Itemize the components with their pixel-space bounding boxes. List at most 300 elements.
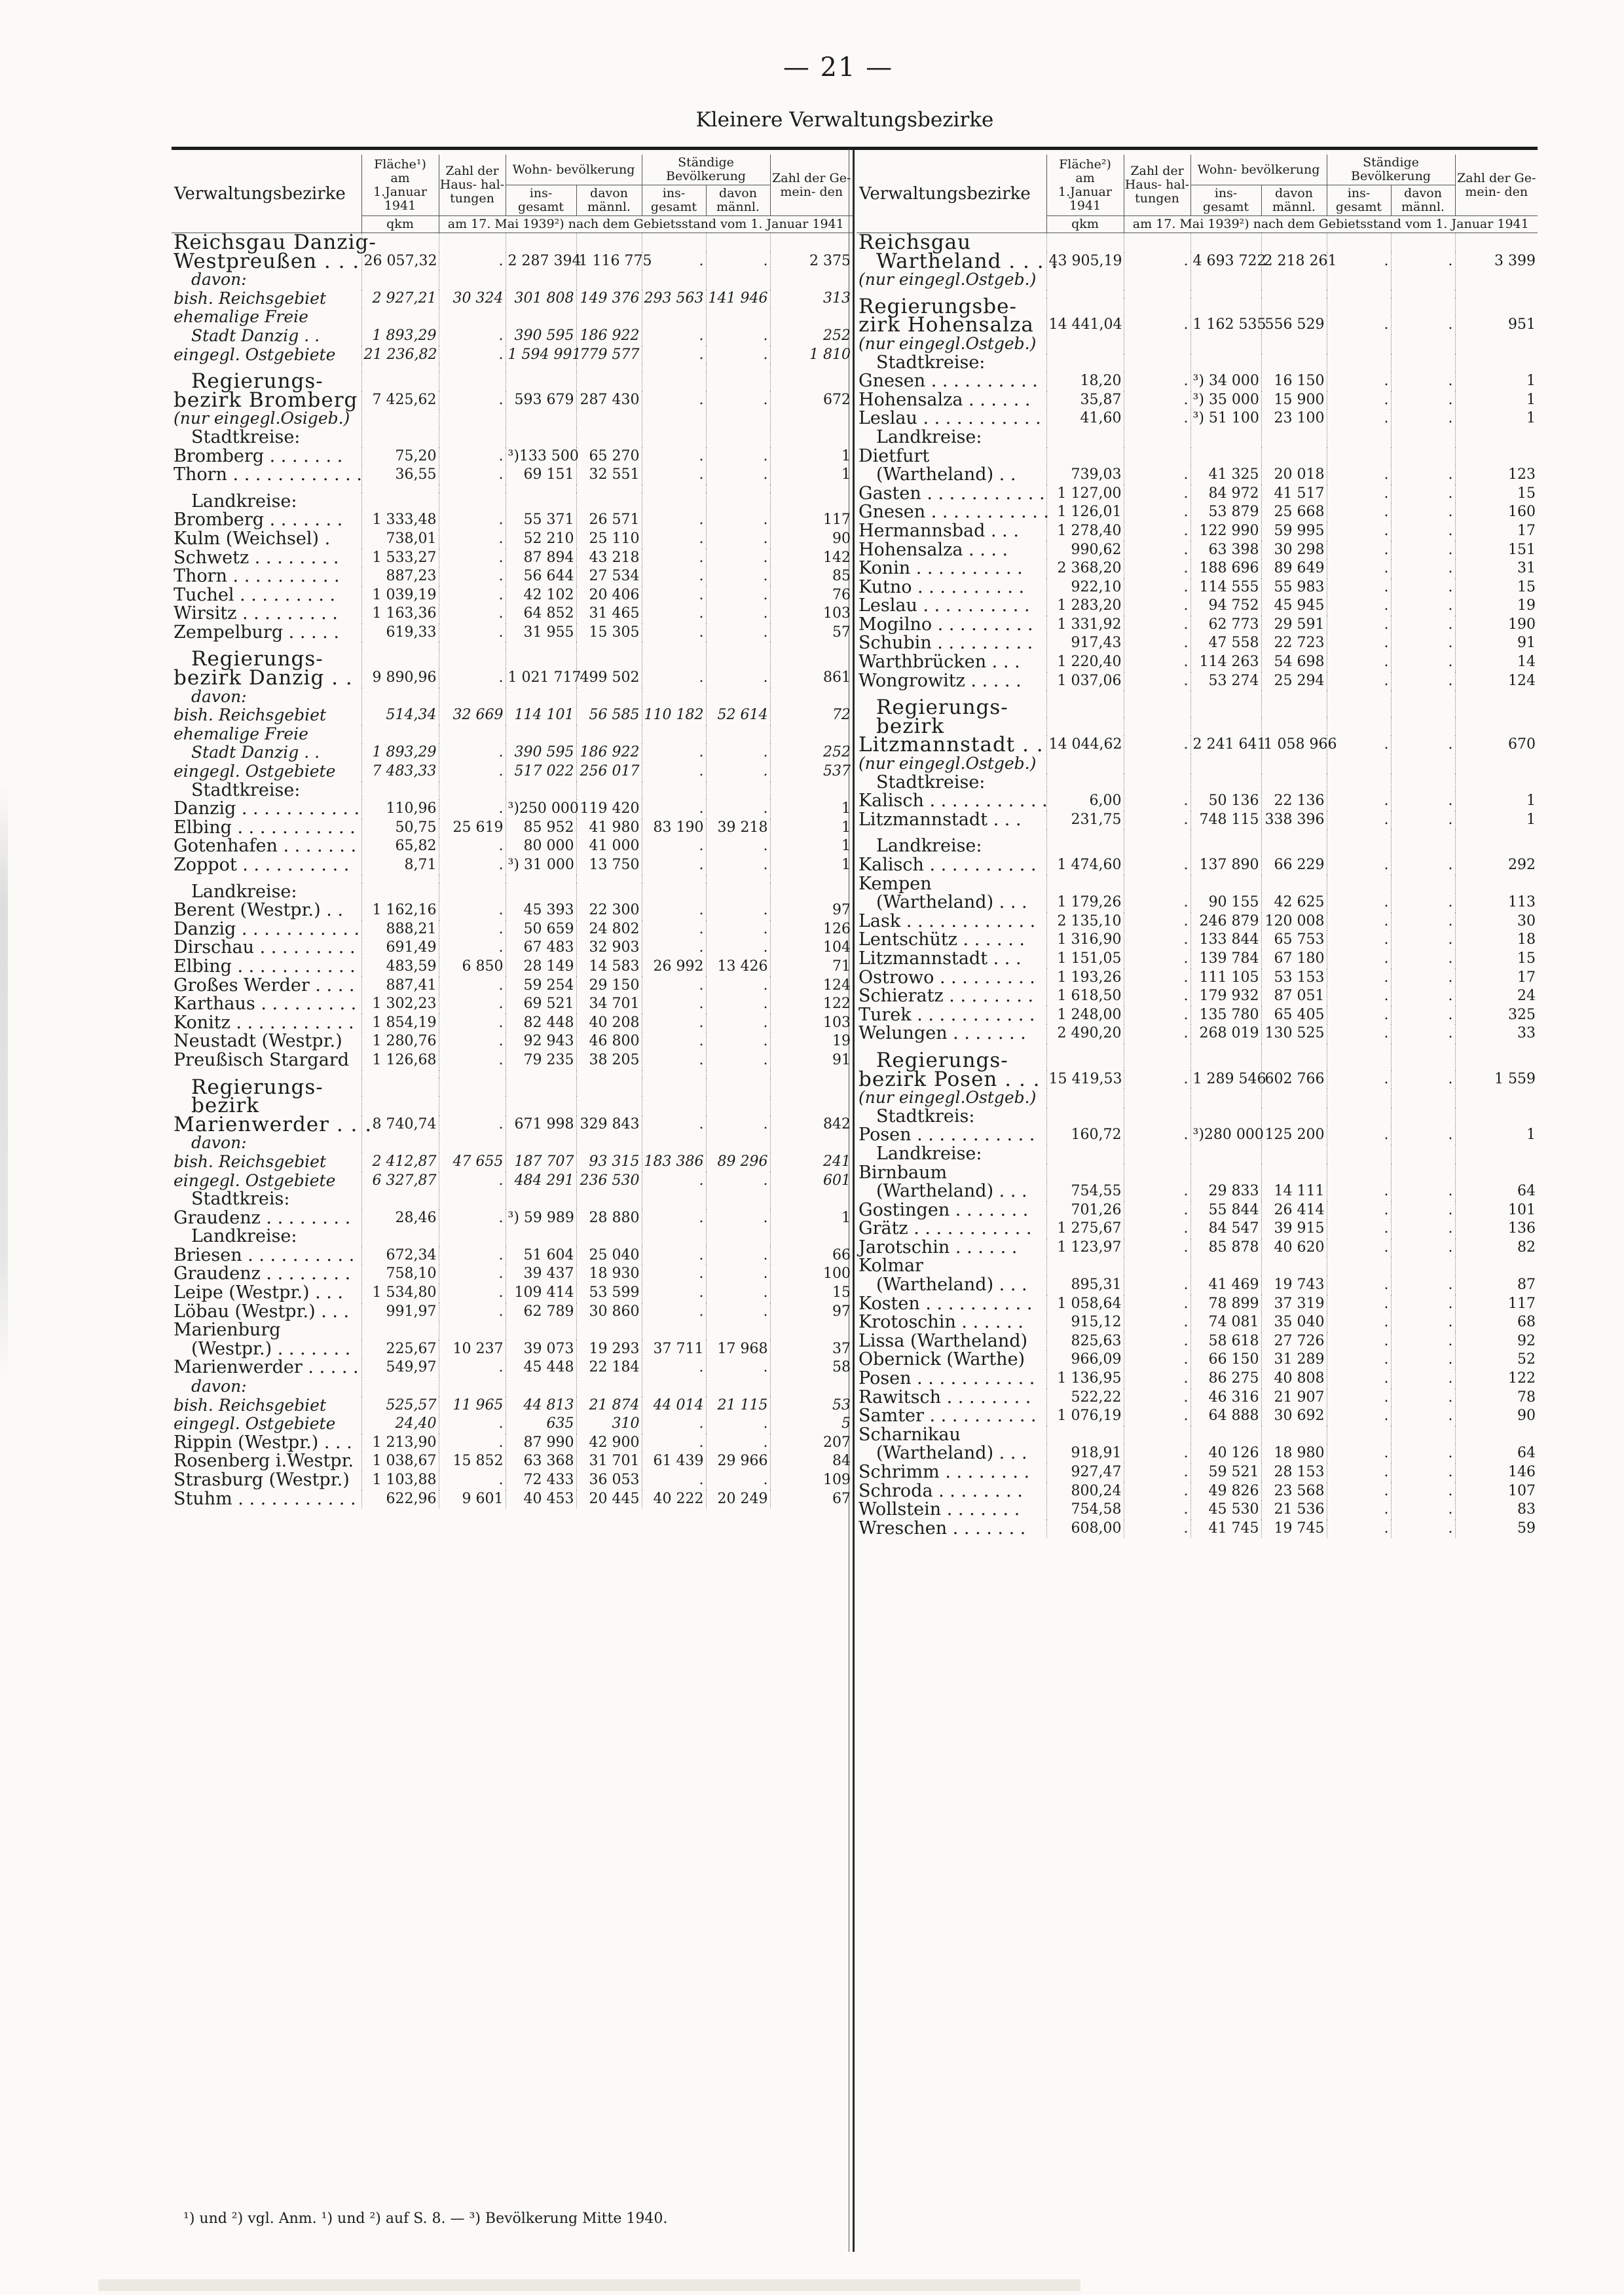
cell-wohn-total: 188 696 xyxy=(1190,559,1261,578)
cell-households: . xyxy=(439,939,506,958)
cell-staendig-male: . xyxy=(706,995,770,1014)
cell-staendig-male: . xyxy=(1391,391,1455,410)
cell-wohn-total xyxy=(506,1096,576,1115)
cell-wohn-total: 179 932 xyxy=(1190,987,1261,1006)
cell-households: . xyxy=(439,1172,506,1191)
cell-area: 1 126,68 xyxy=(361,1051,439,1070)
cell-wohn-total: 390 595 xyxy=(506,743,576,762)
cell-area: 922,10 xyxy=(1046,578,1124,597)
cell-name: Briesen . . . . . . . . . . xyxy=(172,1246,361,1265)
cell-area: 672,34 xyxy=(361,1246,439,1265)
cell-wohn-total: 62 789 xyxy=(506,1303,576,1322)
table-row xyxy=(172,1303,853,1322)
cell-households xyxy=(439,493,506,512)
cell-area: 75,20 xyxy=(361,447,439,466)
cell-households: . xyxy=(439,1303,506,1322)
cell-staendig-male: . xyxy=(706,567,770,586)
cell-wohn-male xyxy=(576,642,642,650)
cell-households: . xyxy=(439,1265,506,1284)
cell-staendig-total xyxy=(1327,1257,1391,1276)
cell-wohn-total: 47 558 xyxy=(1190,634,1261,653)
table-row xyxy=(857,1201,1538,1220)
cell-area: 691,49 xyxy=(361,939,439,958)
cell-staendig-male: . xyxy=(706,327,770,346)
table-row xyxy=(172,252,853,271)
table-row xyxy=(857,541,1538,560)
cell-area: 1 127,00 xyxy=(1046,485,1124,504)
cell-staendig-male: . xyxy=(1391,672,1455,691)
cell-staendig-total xyxy=(642,1227,706,1246)
header-staendig: Ständige Bevölkerung xyxy=(1327,155,1455,185)
table-row xyxy=(172,800,853,819)
cell-name: Regierungsbe- xyxy=(857,297,1046,316)
cell-name: (nur eingegl.Ostgeb.) xyxy=(857,335,1046,354)
cell-name: Reichsgau Danzig- xyxy=(172,233,361,252)
cell-wohn-total xyxy=(1190,271,1261,289)
cell-wohn-total xyxy=(506,428,576,447)
cell-staendig-male: . xyxy=(706,939,770,958)
cell-wohn-male: 499 502 xyxy=(576,669,642,688)
cell-name: Warthbrücken . . . xyxy=(857,653,1046,672)
cell-staendig-male: . xyxy=(1391,1201,1455,1220)
cell-wohn-male xyxy=(1261,1043,1327,1051)
cell-staendig-male xyxy=(1391,837,1455,856)
cell-name: Regierungs- xyxy=(172,650,361,669)
table-row xyxy=(172,1209,853,1228)
cell-wohn-male: 40 620 xyxy=(1261,1239,1327,1258)
cell-households xyxy=(439,650,506,669)
cell-area: 1 280,76 xyxy=(361,1032,439,1051)
cell-wohn-total xyxy=(1190,1426,1261,1445)
cell-staendig-male: . xyxy=(706,800,770,819)
cell-wohn-male: 67 180 xyxy=(1261,950,1327,969)
cell-staendig-male: . xyxy=(1391,987,1455,1006)
cell-staendig-total: . xyxy=(1327,1295,1391,1314)
cell-wohn-total xyxy=(506,485,576,493)
cell-households xyxy=(439,1227,506,1246)
cell-wohn-total: ³) 31 000 xyxy=(506,856,576,875)
cell-wohn-male: 30 860 xyxy=(576,1303,642,1322)
cell-gemeinden: 15 xyxy=(1517,578,1536,595)
cell-area: 895,31 xyxy=(1046,1276,1124,1295)
cell-households xyxy=(439,1078,506,1097)
cell-staendig-male xyxy=(706,1227,770,1246)
cell-name: Regierungs- xyxy=(172,1078,361,1097)
cell-name: Leslau . . . . . . . . . . xyxy=(857,597,1046,616)
cell-wohn-total xyxy=(1190,297,1261,316)
cell-staendig-male: 21 115 xyxy=(706,1396,770,1415)
cell-name: Mogilno . . . . . . . . . xyxy=(857,616,1046,635)
cell-households: . xyxy=(1124,1389,1190,1408)
cell-staendig-total: . xyxy=(642,391,706,410)
table-row xyxy=(857,969,1538,988)
cell-wohn-total xyxy=(506,409,576,428)
cell-name: eingegl. Ostgebiete xyxy=(172,1172,361,1191)
cell-households: . xyxy=(439,252,506,271)
cell-staendig-male xyxy=(706,1190,770,1209)
cell-staendig-total xyxy=(642,781,706,800)
cell-staendig-total: . xyxy=(642,920,706,939)
cell-staendig-male: . xyxy=(706,252,770,271)
cell-households: . xyxy=(1124,1220,1190,1239)
cell-wohn-total xyxy=(1190,1043,1261,1051)
cell-wohn-male xyxy=(576,233,642,252)
cell-staendig-male xyxy=(706,1134,770,1153)
cell-wohn-total: 78 899 xyxy=(1190,1295,1261,1314)
cell-staendig-total: . xyxy=(642,1246,706,1265)
cell-households: . xyxy=(439,466,506,485)
cell-gemeinden: 670 xyxy=(1508,736,1536,753)
cell-wohn-total xyxy=(506,1321,576,1340)
cell-wohn-male: 40 208 xyxy=(576,1014,642,1033)
cell-staendig-male xyxy=(1391,1257,1455,1276)
cell-households: 47 655 xyxy=(439,1153,506,1172)
cell-name: Regierungs- xyxy=(172,372,361,391)
cell-name: Jarotschin . . . . . . xyxy=(857,1239,1046,1258)
cell-area: 1 103,88 xyxy=(361,1471,439,1490)
table-row xyxy=(172,493,853,512)
cell-households: . xyxy=(1124,792,1190,811)
table-row xyxy=(857,1407,1538,1426)
cell-staendig-male xyxy=(706,781,770,800)
cell-wohn-male xyxy=(1261,774,1327,793)
cell-wohn-total: 80 000 xyxy=(506,837,576,856)
cell-households xyxy=(1124,428,1190,447)
cell-wohn-total: 66 150 xyxy=(1190,1351,1261,1370)
cell-area: 739,03 xyxy=(1046,466,1124,485)
table-row xyxy=(172,725,853,744)
cell-area: 7 483,33 xyxy=(361,762,439,781)
cell-wohn-male: 53 153 xyxy=(1261,969,1327,988)
cell-wohn-male xyxy=(576,650,642,669)
cell-name: Lissa (Wartheland) xyxy=(857,1332,1046,1351)
cell-staendig-total: . xyxy=(1327,1006,1391,1025)
cell-staendig-male: . xyxy=(1391,466,1455,485)
cell-staendig-total: . xyxy=(642,1032,706,1051)
table-row xyxy=(172,428,853,447)
cell-staendig-total: . xyxy=(1327,856,1391,875)
cell-wohn-total: 135 780 xyxy=(1190,1006,1261,1025)
cell-staendig-total xyxy=(1327,875,1391,894)
cell-households: . xyxy=(439,762,506,781)
cell-wohn-male: 40 808 xyxy=(1261,1370,1327,1389)
cell-wohn-male xyxy=(1261,690,1327,698)
cell-area: 918,91 xyxy=(1046,1444,1124,1463)
cell-wohn-total: 82 448 xyxy=(506,1014,576,1033)
cell-name: Elbing . . . . . . . . . . . xyxy=(172,958,361,977)
cell-wohn-male: 1 058 966 xyxy=(1261,736,1327,755)
cell-wohn-male: 125 200 xyxy=(1261,1126,1327,1145)
cell-staendig-total: . xyxy=(1327,931,1391,950)
cell-area: 1 534,80 xyxy=(361,1284,439,1303)
cell-name: Lask . . . . . . . . . . . . xyxy=(857,912,1046,931)
cell-name: Stadt Danzig . . xyxy=(172,743,361,762)
cell-households xyxy=(439,883,506,902)
cell-name: Danzig . . . . . . . . . . . xyxy=(172,800,361,819)
cell-households xyxy=(1124,1145,1190,1164)
table-row xyxy=(172,1340,853,1359)
cell-gemeinden: 313 xyxy=(823,289,851,307)
cell-area: 1 037,06 xyxy=(1046,672,1124,691)
cell-gemeinden: 15 xyxy=(1517,950,1536,967)
cell-staendig-male xyxy=(1391,1043,1455,1051)
cell-wohn-total: 268 019 xyxy=(1190,1024,1261,1043)
cell-staendig-total: . xyxy=(1327,466,1391,485)
cell-wohn-male: 41 000 xyxy=(576,837,642,856)
cell-households: . xyxy=(1124,987,1190,1006)
table-row xyxy=(172,743,853,762)
cell-staendig-total xyxy=(642,409,706,428)
cell-wohn-male: 65 270 xyxy=(576,447,642,466)
cell-staendig-total xyxy=(642,642,706,650)
cell-households xyxy=(1124,690,1190,698)
cell-households: . xyxy=(439,743,506,762)
cell-households xyxy=(1124,271,1190,289)
cell-staendig-total: . xyxy=(1327,597,1391,616)
cell-staendig-male xyxy=(1391,447,1455,466)
cell-staendig-male: . xyxy=(706,856,770,875)
cell-wohn-total xyxy=(506,1190,576,1209)
cell-households: . xyxy=(1124,503,1190,522)
cell-name: Rawitsch . . . . . . . . xyxy=(857,1389,1046,1408)
cell-name: (nur eingegl.Ostgeb.) xyxy=(857,271,1046,289)
cell-wohn-total: 67 483 xyxy=(506,939,576,958)
cell-staendig-male xyxy=(706,642,770,650)
cell-households: 15 852 xyxy=(439,1452,506,1471)
cell-staendig-total: . xyxy=(1327,1482,1391,1501)
table-row xyxy=(172,1227,853,1246)
cell-households: . xyxy=(439,920,506,939)
table-row xyxy=(172,1153,853,1172)
cell-households: . xyxy=(1124,736,1190,755)
cell-wohn-male: 42 625 xyxy=(1261,893,1327,912)
cell-gemeinden xyxy=(1455,717,1538,736)
cell-households xyxy=(1124,289,1190,297)
cell-name: Kulm (Weichsel) . xyxy=(172,530,361,549)
cell-name: Marienwerder . . . xyxy=(172,1115,361,1134)
cell-staendig-total: . xyxy=(1327,1407,1391,1426)
cell-staendig-male: 52 614 xyxy=(706,706,770,725)
cell-wohn-male: 56 585 xyxy=(576,706,642,725)
cell-staendig-male xyxy=(1391,829,1455,837)
cell-households: 11 965 xyxy=(439,1396,506,1415)
cell-wohn-male xyxy=(576,688,642,707)
cell-area xyxy=(361,409,439,428)
cell-wohn-total xyxy=(1190,1257,1261,1276)
cell-staendig-total: . xyxy=(1327,653,1391,672)
cell-gemeinden xyxy=(770,493,853,512)
cell-staendig-male: 17 968 xyxy=(706,1340,770,1359)
cell-wohn-total xyxy=(506,725,576,744)
cell-wohn-total xyxy=(1190,289,1261,297)
cell-households: . xyxy=(439,511,506,530)
cell-wohn-total: 2 287 394 xyxy=(506,252,576,271)
cell-area: 917,43 xyxy=(1046,634,1124,653)
cell-gemeinden: 30 xyxy=(1517,912,1536,929)
cell-area: 65,82 xyxy=(361,837,439,856)
cell-wohn-male: 329 843 xyxy=(576,1115,642,1134)
table-row xyxy=(857,597,1538,616)
cell-wohn-total xyxy=(506,1377,576,1396)
cell-staendig-total: 37 711 xyxy=(642,1340,706,1359)
header-households: Zahl der Haus- hal- tungen xyxy=(1124,155,1190,216)
table-row xyxy=(857,466,1538,485)
cell-staendig-male: . xyxy=(706,1115,770,1134)
cell-name: Litzmannstadt . . . xyxy=(857,811,1046,830)
cell-staendig-total: . xyxy=(1327,1501,1391,1520)
table-row xyxy=(172,1115,853,1134)
table-row xyxy=(172,920,853,939)
table-row xyxy=(172,1396,853,1415)
table-row xyxy=(172,308,853,327)
cell-households: . xyxy=(439,1284,506,1303)
cell-gemeinden: 861 xyxy=(823,669,851,686)
cell-gemeinden xyxy=(1455,1051,1538,1070)
cell-name: davon: xyxy=(172,1134,361,1153)
cell-gemeinden xyxy=(770,650,853,669)
cell-area: 9 890,96 xyxy=(361,669,439,688)
cell-wohn-total: 56 644 xyxy=(506,567,576,586)
cell-wohn-male: 87 051 xyxy=(1261,987,1327,1006)
cell-staendig-male: . xyxy=(706,1358,770,1377)
cell-gemeinden xyxy=(1455,297,1538,316)
cell-staendig-male: . xyxy=(706,1172,770,1191)
header-staendig-insgesamt: ins- gesamt xyxy=(1327,185,1391,216)
cell-name: Löbau (Westpr.) . . . xyxy=(172,1303,361,1322)
cell-wohn-male: 43 218 xyxy=(576,549,642,568)
cell-staendig-total xyxy=(1327,354,1391,373)
table-row xyxy=(857,774,1538,793)
cell-staendig-total: . xyxy=(1327,634,1391,653)
cell-staendig-total xyxy=(642,364,706,372)
table-row xyxy=(857,335,1538,354)
cell-name: Lentschütz . . . . . . xyxy=(857,931,1046,950)
cell-area: 2 368,20 xyxy=(1046,559,1124,578)
cell-name: Stadtkreise: xyxy=(857,774,1046,793)
cell-wohn-male xyxy=(1261,1108,1327,1127)
table-row xyxy=(172,1490,853,1509)
cell-name: Bromberg . . . . . . . xyxy=(172,447,361,466)
cell-households xyxy=(1124,1257,1190,1276)
cell-households: . xyxy=(439,447,506,466)
table-row xyxy=(172,605,853,624)
cell-wohn-male: 30 298 xyxy=(1261,541,1327,560)
cell-name: Landkreise: xyxy=(172,1227,361,1246)
cell-name: Dietfurt xyxy=(857,447,1046,466)
cell-staendig-total: . xyxy=(642,567,706,586)
table-row xyxy=(172,447,853,466)
cell-wohn-total: 41 469 xyxy=(1190,1276,1261,1295)
cell-households: . xyxy=(439,800,506,819)
cell-households: . xyxy=(1124,541,1190,560)
cell-households xyxy=(439,642,506,650)
cell-wohn-total: 246 879 xyxy=(1190,912,1261,931)
cell-name: Konitz . . . . . . . . . . . xyxy=(172,1014,361,1033)
cell-gemeinden: 5 xyxy=(841,1415,851,1432)
cell-households: . xyxy=(1124,1332,1190,1351)
cell-households: . xyxy=(439,586,506,605)
cell-gemeinden xyxy=(1455,428,1538,447)
table-row xyxy=(172,1246,853,1265)
cell-wohn-total: 301 808 xyxy=(506,289,576,308)
cell-staendig-total: . xyxy=(642,977,706,996)
cell-name: Wollstein . . . . . . . xyxy=(857,1501,1046,1520)
cell-name: Obernick (Warthe) xyxy=(857,1351,1046,1370)
cell-staendig-total: . xyxy=(1327,950,1391,969)
cell-gemeinden: 58 xyxy=(832,1359,851,1376)
table-row xyxy=(172,1415,853,1434)
cell-area: 990,62 xyxy=(1046,541,1124,560)
cell-households: . xyxy=(1124,893,1190,912)
cell-staendig-total: . xyxy=(1327,811,1391,830)
cell-wohn-male: 22 184 xyxy=(576,1358,642,1377)
cell-staendig-total: . xyxy=(1327,969,1391,988)
cell-gemeinden: 78 xyxy=(1517,1389,1536,1406)
cell-gemeinden: 33 xyxy=(1517,1025,1536,1042)
cell-wohn-total: 40 453 xyxy=(506,1490,576,1509)
cell-area: 21 236,82 xyxy=(361,346,439,365)
table-row xyxy=(857,1126,1538,1145)
cell-wohn-male: 21 536 xyxy=(1261,1501,1327,1520)
cell-wohn-total xyxy=(506,1227,576,1246)
cell-staendig-male: . xyxy=(1391,578,1455,597)
cell-staendig-male xyxy=(706,233,770,252)
cell-area xyxy=(1046,271,1124,289)
cell-area: 2 412,87 xyxy=(361,1153,439,1172)
cell-gemeinden: 100 xyxy=(823,1265,851,1282)
cell-households: . xyxy=(439,1415,506,1434)
cell-staendig-male: . xyxy=(1391,597,1455,616)
cell-staendig-male: . xyxy=(1391,1070,1455,1089)
cell-staendig-male xyxy=(1391,233,1455,252)
cell-gemeinden: 1 xyxy=(841,1209,851,1226)
cell-wohn-total: 41 325 xyxy=(1190,466,1261,485)
cell-area xyxy=(361,642,439,650)
cell-staendig-male: . xyxy=(1391,969,1455,988)
cell-wohn-male: 34 701 xyxy=(576,995,642,1014)
table-row xyxy=(172,856,853,875)
table-row xyxy=(857,409,1538,428)
table-row xyxy=(857,1024,1538,1043)
cell-households xyxy=(1124,875,1190,894)
cell-gemeinden: 117 xyxy=(1508,1295,1536,1312)
cell-area xyxy=(361,485,439,493)
cell-area: 6,00 xyxy=(1046,792,1124,811)
cell-staendig-male xyxy=(1391,1426,1455,1445)
cell-name: Kolmar xyxy=(857,1257,1046,1276)
cell-area xyxy=(361,781,439,800)
cell-wohn-total xyxy=(506,688,576,707)
cell-gemeinden: 123 xyxy=(1508,466,1536,483)
cell-area xyxy=(361,1377,439,1396)
cell-households: . xyxy=(1124,1370,1190,1389)
cell-staendig-total: . xyxy=(642,1115,706,1134)
cell-staendig-total: . xyxy=(1327,1276,1391,1295)
cell-staendig-male: . xyxy=(1391,1220,1455,1239)
cell-name: Gnesen . . . . . . . . . . . xyxy=(857,503,1046,522)
cell-wohn-total: 85 878 xyxy=(1190,1239,1261,1258)
cell-households: . xyxy=(439,605,506,624)
table-row xyxy=(857,354,1538,373)
cell-area xyxy=(1046,354,1124,373)
cell-wohn-total: 69 521 xyxy=(506,995,576,1014)
table-row xyxy=(172,511,853,530)
cell-staendig-male: . xyxy=(1391,522,1455,541)
cell-staendig-male: . xyxy=(1391,616,1455,635)
cell-staendig-total: . xyxy=(1327,736,1391,755)
cell-households xyxy=(439,1096,506,1115)
cell-wohn-male: 23 100 xyxy=(1261,409,1327,428)
